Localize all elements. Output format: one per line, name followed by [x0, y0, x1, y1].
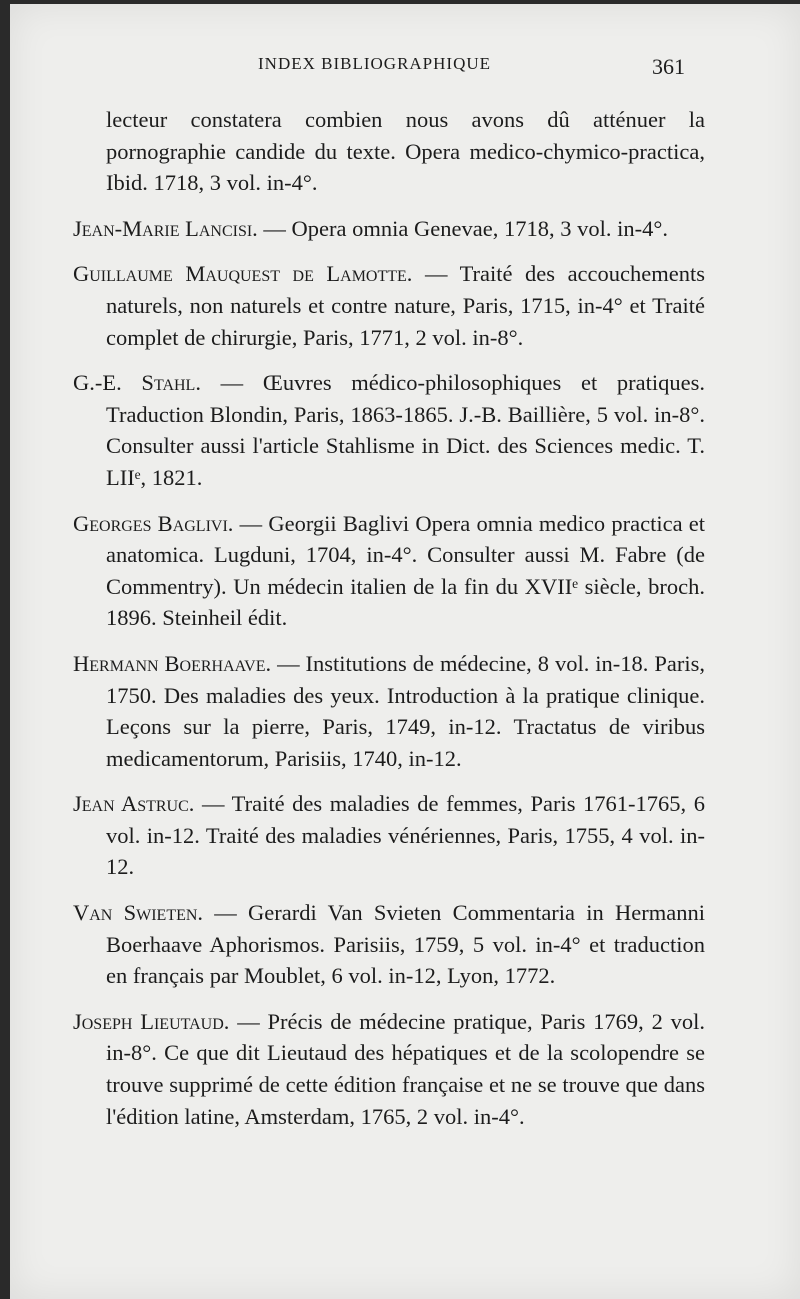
entry-text: — Traité des maladies de femmes, Paris 1761-1765, 6 vol. in-12. Traité des maladies vénériennes, Paris, 1755, 4 vol. in-12.	[106, 791, 705, 880]
bibliography-entry	[73, 258, 705, 353]
entry-text: — Précis de médecine pratique, Paris 1769, 2 vol. in-8°. Ce que dit Lieutaud des hépatiques et de la scolopendre se trouve supprimé de cette édition française et ne se trouve que dans l'édition latine, Amsterdam, 1765, 2 vol. in-4°.	[106, 1008, 705, 1129]
entry-author: Jean Astruc.	[73, 791, 195, 817]
bibliography-entry	[73, 213, 705, 245]
entry-author: Van Swieten.	[73, 900, 204, 926]
entry-text: — Georgii Baglivi Opera omnia medico practica et anatomica. Lugduni, 1704, in-4°. Consulter aussi M. Fabre (de Commentry). Un médecin italien de la fin du XVIIᵉ siècle, broch. 1896. Steinheil édit.	[106, 510, 706, 631]
entry-text: — Opera omnia Genevae, 1718, 3 vol. in-4°.	[257, 215, 668, 241]
entry-text: — Gerardi Van Svieten Commentaria in Hermanni Boerhaave Aphorismos. Parisiis, 1759, 5 vol. in-4° et traduction en français par Moublet, 6 vol. in-12, Lyon, 1772.	[106, 900, 706, 989]
entry-text: — Œuvres médico-philosophiques et pratiques. Traduction Blondin, Paris, 1863-1865. J.-B. Baillière, 5 vol. in-8°. Consulter aussi l'article Stahlisme in Dict. des Sciences medic. T. LIIᵉ, 1821.	[106, 370, 705, 490]
entry-author: Jean-Marie Lancisi.	[73, 215, 258, 241]
bibliography-entry	[73, 648, 705, 774]
entry-author: Hermann Boerhaave.	[73, 650, 272, 676]
bibliography-body	[73, 104, 705, 1146]
bibliography-entry	[73, 897, 705, 992]
bibliography-entry	[73, 788, 705, 883]
entry-text: lecteur constatera combien nous avons dû atténuer la pornographie candide du texte. Opera medico-chymico-practica, Ibid. 1718, 3 vol. in-4°.	[106, 107, 705, 196]
book-page	[10, 4, 800, 1299]
entry-author: Joseph Lieutaud.	[73, 1008, 230, 1034]
entry-author: Georges Baglivi.	[73, 510, 234, 536]
bibliography-entry	[73, 1006, 705, 1132]
entry-author: Guillaume Mauquest de Lamotte.	[73, 261, 413, 287]
page-number: 361	[652, 54, 685, 79]
bibliography-entry	[73, 367, 705, 493]
bibliography-entry	[73, 104, 705, 199]
entry-author: G.-E. Stahl.	[73, 370, 201, 396]
entry-text: — Traité des accouchements naturels, non naturels et contre nature, Paris, 1715, in-4° et Traité complet de chirurgie, Paris, 1771, 2 vol. in-8°.	[106, 261, 706, 350]
entry-text: — Institutions de médecine, 8 vol. in-18. Paris, 1750. Des maladies des yeux. Introduction à la pratique clinique. Leçons sur la pierre, Paris, 1749, in-12. Tractatus de viribus medicamentorum, Parisiis, 1740, in-12.	[106, 650, 705, 771]
bibliography-entry	[73, 508, 705, 634]
running-head	[10, 54, 800, 84]
running-title: INDEX BIBLIOGRAPHIQUE	[258, 54, 492, 73]
